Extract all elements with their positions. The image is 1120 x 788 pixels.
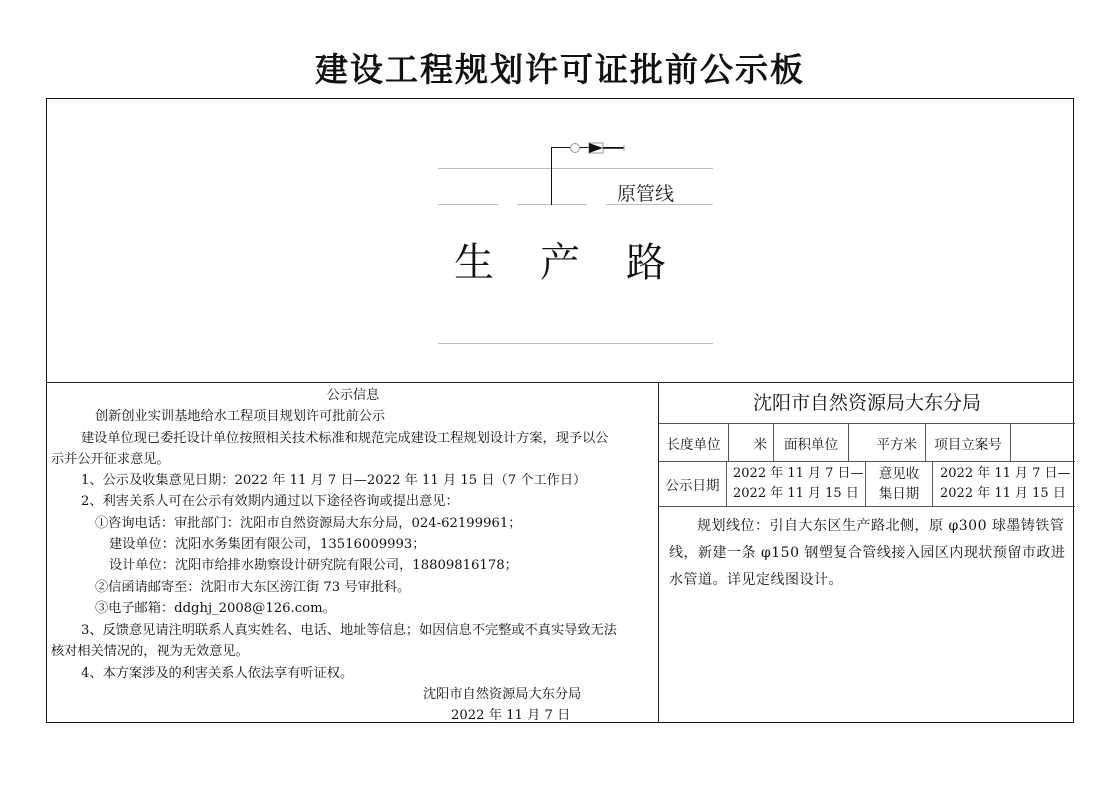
- pipe-line-segment: [438, 204, 498, 205]
- length-unit-value: 米: [729, 424, 774, 461]
- road-edge-top: [438, 168, 713, 169]
- feedback-date-value: 2022 年 11 月 7 日— 2022 年 11 月 15 日: [940, 466, 1071, 501]
- item-3-feedback: 3、反馈意见请注明联系人真实姓名、电话、地址等信息；如因信息不完整或不真实导致无法: [81, 623, 617, 638]
- road-name: 生产路: [454, 240, 712, 286]
- signature: 沈阳市自然资源局大东分局: [423, 687, 582, 702]
- authority-name: 沈阳市自然资源局大东分局: [659, 383, 1075, 424]
- page-title: 建设工程规划许可证批前公示板: [315, 50, 805, 89]
- flow-arrow-icon: [588, 141, 628, 155]
- area-unit-value: 平方米: [849, 424, 926, 461]
- project-no-value: [1011, 424, 1075, 461]
- project-title: 创新创业实训基地给水工程项目规划许可批前公示: [95, 409, 386, 424]
- item-1-dates: 1、公示及收集意见日期：2022 年 11 月 7 日—2022 年 11 月 15 日（7 个工作日）: [81, 473, 587, 488]
- project-no-label: 项目立案号: [926, 424, 1011, 461]
- pipe-label: 原管线: [617, 183, 675, 205]
- item-2-phone: ①咨询电话：审批部门：沈阳市自然资源局大东分局，024-62199961；: [95, 516, 522, 531]
- item-4-hearing: 4、本方案涉及的利害关系人依法享有听证权。: [81, 666, 354, 681]
- item-2-builder: 建设单位：沈阳水务集团有限公司，13516009993；: [109, 537, 426, 552]
- intro-text-cont: 示并公开征求意见。: [51, 452, 170, 467]
- info-heading: 公示信息: [326, 388, 380, 403]
- item-3-feedback-cont: 核对相关情况的，视为无效意见。: [51, 644, 249, 659]
- dates-row: [659, 462, 1075, 507]
- feedback-date-label: 意见收 集日期: [866, 462, 933, 506]
- item-2-channels: 2、利害关系人可在公示有效期内通过以下途径咨询或提出意见：: [81, 494, 459, 509]
- route-drawing: [47, 99, 1073, 383]
- item-2-email: ③电子邮箱：ddghj_2008@126.com。: [95, 601, 336, 616]
- route-description: 规划线位：引自大东区生产路北侧，原 φ300 球墨铸铁管线，新建一条 φ150 钢塑复合管线接入园区内现状预留市政进水管道。详见定线图设计。: [669, 518, 1066, 588]
- publicity-date-label: 公示日期: [659, 462, 727, 506]
- area-unit-label: 面积单位: [774, 424, 849, 461]
- pipe-line-segment: [517, 204, 587, 205]
- item-2-designer: 设计单位：沈阳市给排水勘察设计研究院有限公司，18809816178；: [109, 558, 518, 573]
- publicity-date-value: 2022 年 11 月 7 日— 2022 年 11 月 15 日: [727, 462, 866, 506]
- signature-date: 2022 年 11 月 7 日: [451, 708, 571, 723]
- units-row: [659, 424, 1075, 462]
- valve-icon: [569, 142, 581, 154]
- road-edge-bottom: [438, 343, 713, 344]
- intro-text: 建设单位现已委托设计单位按照相关技术标准和规范完成建设工程规划设计方案，现予以公: [81, 431, 609, 446]
- new-pipe-vertical: [551, 147, 552, 205]
- item-2-mail: ②信函请邮寄至：沈阳市大东区滂江街 73 号审批科。: [95, 580, 411, 595]
- length-unit-label: 长度单位: [659, 424, 729, 461]
- notice-board: [46, 98, 1074, 723]
- authority-panel: [659, 383, 1075, 723]
- publicity-info-panel: [47, 383, 659, 723]
